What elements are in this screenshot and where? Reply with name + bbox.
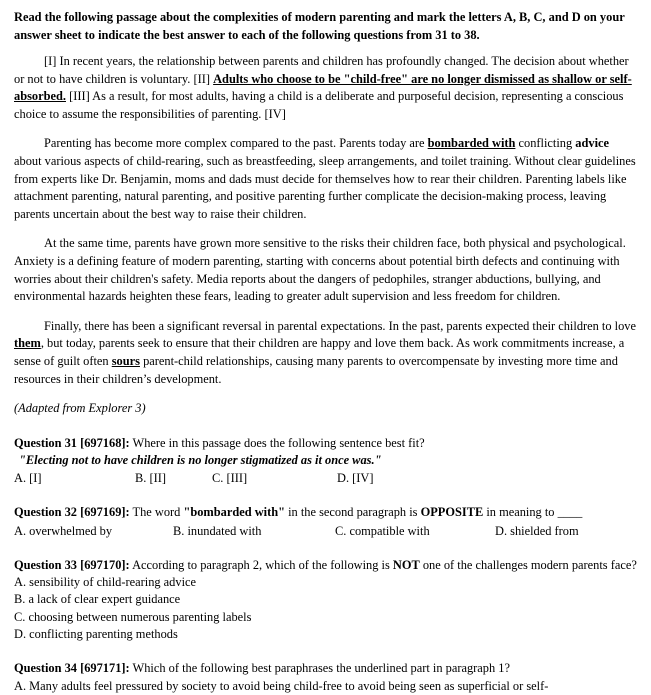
question-34-text: Which of the following best paraphrases the underlined part in paragraph 1? (129, 661, 510, 675)
question-32-option-c[interactable]: C. compatible with (335, 523, 430, 538)
question-33-text-1: According to paragraph 2, which of the following is (129, 557, 393, 572)
passage-paragraph-4 (14, 318, 637, 388)
paragraph-4-text-3: parent-child relationships, causing many parents to overcompensate by investing more time and resources in their children’s development. (14, 353, 618, 386)
question-32-options (14, 523, 637, 540)
question-33-text-2: one of the challenges modern parents face? (419, 557, 637, 572)
question-33-option-a[interactable]: A. sensibility of child-rearing advice (14, 575, 197, 590)
question-32-text-2: in the second paragraph is (285, 505, 421, 520)
question-32-option-b[interactable]: B. inundated with (173, 523, 262, 538)
question-31-options (14, 470, 637, 487)
question-31-option-d[interactable]: D. [IV] (337, 471, 374, 486)
question-32 (14, 504, 637, 540)
question-32-option-a[interactable]: A. overwhelmed by (14, 523, 113, 538)
question-32-target-phrase: "bombarded with" (183, 505, 286, 520)
question-34-label: Question 34 [697171]: (14, 661, 130, 675)
question-32-option-d[interactable]: D. shielded from (495, 523, 579, 538)
paragraph-2-text-2: conflicting (515, 136, 576, 151)
question-31-option-b[interactable]: B. [II] (135, 471, 166, 486)
question-33-option-d[interactable]: D. conflicting parenting methods (14, 626, 178, 641)
question-32-opposite-keyword: OPPOSITE (420, 505, 484, 520)
passage-paragraph-1 (14, 53, 637, 123)
passage-paragraph-3: At the same time, parents have grown more sensitive to the risks their children face, both physical and psychological. Anxiety is a defining feature of modern parenting, starting with concerns about potential birth defects and continuing with worries about their children's safety. Media reports about the dangers of pedophiles, stranger abductions, bullying, and environmental hazards heighten these fears, leading to greater adult supervision and less freedom for children. (14, 236, 626, 304)
passage-paragraph-2 (14, 135, 637, 223)
paragraph-4-text-1: Finally, there has been a significant reversal in parental expectations. In the past, parents expected their children to love (44, 318, 637, 333)
paragraph-4-underlined-word-them: them (14, 336, 41, 351)
paragraph-1-text-before: [I] In recent years, the relationship between parents and children has profoundly changed. The decision about whether or not to have children is voluntary. [II] (14, 54, 629, 86)
question-34-options (14, 678, 637, 695)
question-34-option-a[interactable]: A. Many adults feel pressured by society to avoid being child-free to avoid being seen as superficial or self- (14, 678, 549, 693)
question-33-options (14, 574, 637, 643)
question-34 (14, 660, 637, 695)
question-32-stem (14, 504, 637, 522)
paragraph-1-underlined-phrase: Adults who choose to be "child-free" are no longer dismissed as shallow or self-absorbed. (14, 71, 632, 104)
question-34-stem (14, 660, 637, 678)
passage-source-attribution: (Adapted from Explorer 3) (14, 401, 146, 416)
paragraph-4-underlined-word-sours: sours (111, 353, 140, 368)
instructions-heading: Read the following passage about the complexities of modern parenting and mark the letters A, B, C, and D on your answer sheet to indicate the best answer to each of the following questions from 31 to 38. (14, 10, 625, 42)
question-31-label: Question 31 [697168]: (14, 435, 130, 450)
question-32-label: Question 32 [697169]: (14, 505, 130, 520)
paragraph-2-text-1: Parenting has become more complex compared to the past. Parents today are (44, 136, 428, 151)
question-33-option-c[interactable]: C. choosing between numerous parenting labels (14, 609, 252, 624)
question-31-option-a[interactable]: A. [I] (14, 471, 42, 486)
question-31-option-c[interactable]: C. [III] (212, 471, 248, 486)
question-32-answer-blank: ____ (557, 505, 583, 520)
question-31-quoted-sentence: "Electing not to have children is no longer stigmatized as it once was." (19, 453, 382, 468)
question-33 (14, 557, 637, 643)
question-31-text: Where in this passage does the following sentence best fit? (129, 435, 425, 450)
paragraph-1-text-after: [III] As a result, for most adults, having a child is a deliberate and purposeful decision, representing a conscious choice to assume the responsibilities of parenting. [IV] (14, 89, 624, 121)
question-31-stem (14, 435, 637, 453)
question-33-not-keyword: NOT (392, 557, 420, 572)
paragraph-2-underlined-phrase: bombarded with (427, 136, 516, 151)
paragraph-2-bold-word: advice (575, 136, 610, 151)
question-33-label: Question 33 [697170]: (14, 557, 130, 572)
paragraph-4-text-2: , but today, parents seek to ensure that their children are happy and love them back. As work commitments increase, a sense of guilt often (14, 336, 625, 368)
question-32-text-3: in meaning to (483, 505, 558, 520)
question-32-text-1: The word (129, 505, 184, 520)
question-33-stem (14, 557, 637, 575)
reading-passage (14, 53, 637, 418)
question-31 (14, 435, 637, 488)
paragraph-2-text-3: about various aspects of child-rearing, such as breastfeeding, sleep arrangements, and toilet training. Without clear guidelines from experts like Dr. Benjamin, moms and dads must decide for themselves how to rear their children. Parenting labels like attachment parenting, natural parenting, and positive parenting further complicate the decision-making process, leaving parents uncertain about the best way to raise their children. (14, 153, 636, 221)
question-33-option-b[interactable]: B. a lack of clear expert guidance (14, 592, 181, 607)
